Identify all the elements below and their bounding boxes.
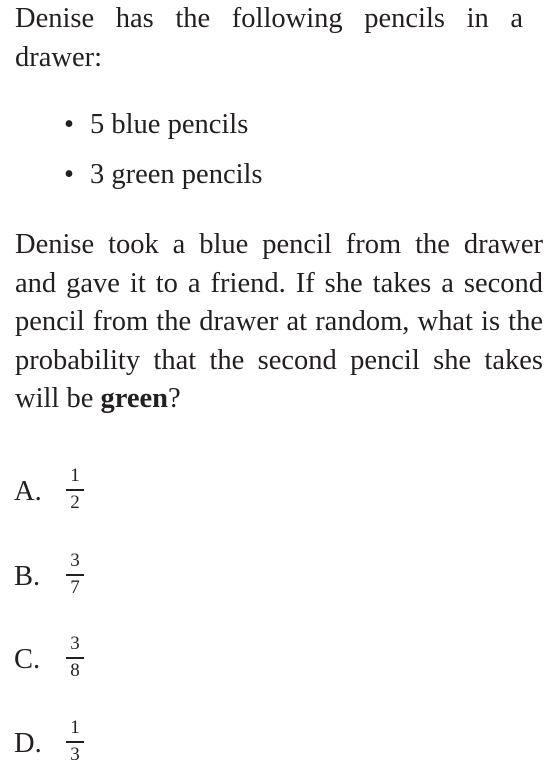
choice-letter: C. xyxy=(14,644,41,675)
answer-choice-b[interactable] xyxy=(14,551,214,611)
choice-fraction xyxy=(66,551,84,598)
choice-fraction xyxy=(66,634,84,681)
question-emphasis: green xyxy=(100,383,169,414)
question-text-main: Denise took a blue pencil from the drawer and gave it to a friend. If she takes a second pencil from the drawer at random, what is the probability that the second pencil she takes will be xyxy=(15,229,543,414)
choice-letter: A. xyxy=(14,476,42,507)
question-mark: ? xyxy=(168,383,181,414)
choice-fraction xyxy=(66,466,84,513)
fraction-bar xyxy=(66,741,84,743)
fraction-bar xyxy=(66,489,84,491)
fraction-numerator: 3 xyxy=(70,633,80,654)
question-text xyxy=(15,226,543,419)
fraction-denominator: 2 xyxy=(70,491,80,513)
answer-choice-c[interactable] xyxy=(14,634,214,694)
fraction-numerator: 1 xyxy=(70,717,80,738)
answer-choice-a[interactable] xyxy=(14,466,214,526)
pencil-item-green: 3 green pencils xyxy=(90,159,263,190)
bullet-icon: • xyxy=(64,159,74,190)
choice-letter: D. xyxy=(14,728,42,759)
pencil-list xyxy=(64,106,263,206)
intro-text: Denise has the following pencils in a drawer: xyxy=(15,3,523,73)
list-item xyxy=(64,106,263,156)
fraction-numerator: 3 xyxy=(70,550,80,571)
choice-fraction xyxy=(66,718,84,765)
fraction-denominator: 7 xyxy=(70,576,80,598)
bullet-icon: • xyxy=(64,109,74,140)
fraction-bar xyxy=(66,657,84,659)
fraction-bar xyxy=(66,574,84,576)
fraction-denominator: 8 xyxy=(70,659,80,681)
answer-choice-d[interactable] xyxy=(14,718,214,778)
fraction-denominator: 3 xyxy=(70,743,80,765)
pencil-item-blue: 5 blue pencils xyxy=(90,109,249,140)
list-item xyxy=(64,156,263,206)
fraction-numerator: 1 xyxy=(70,465,80,486)
choice-letter: B. xyxy=(14,561,41,592)
